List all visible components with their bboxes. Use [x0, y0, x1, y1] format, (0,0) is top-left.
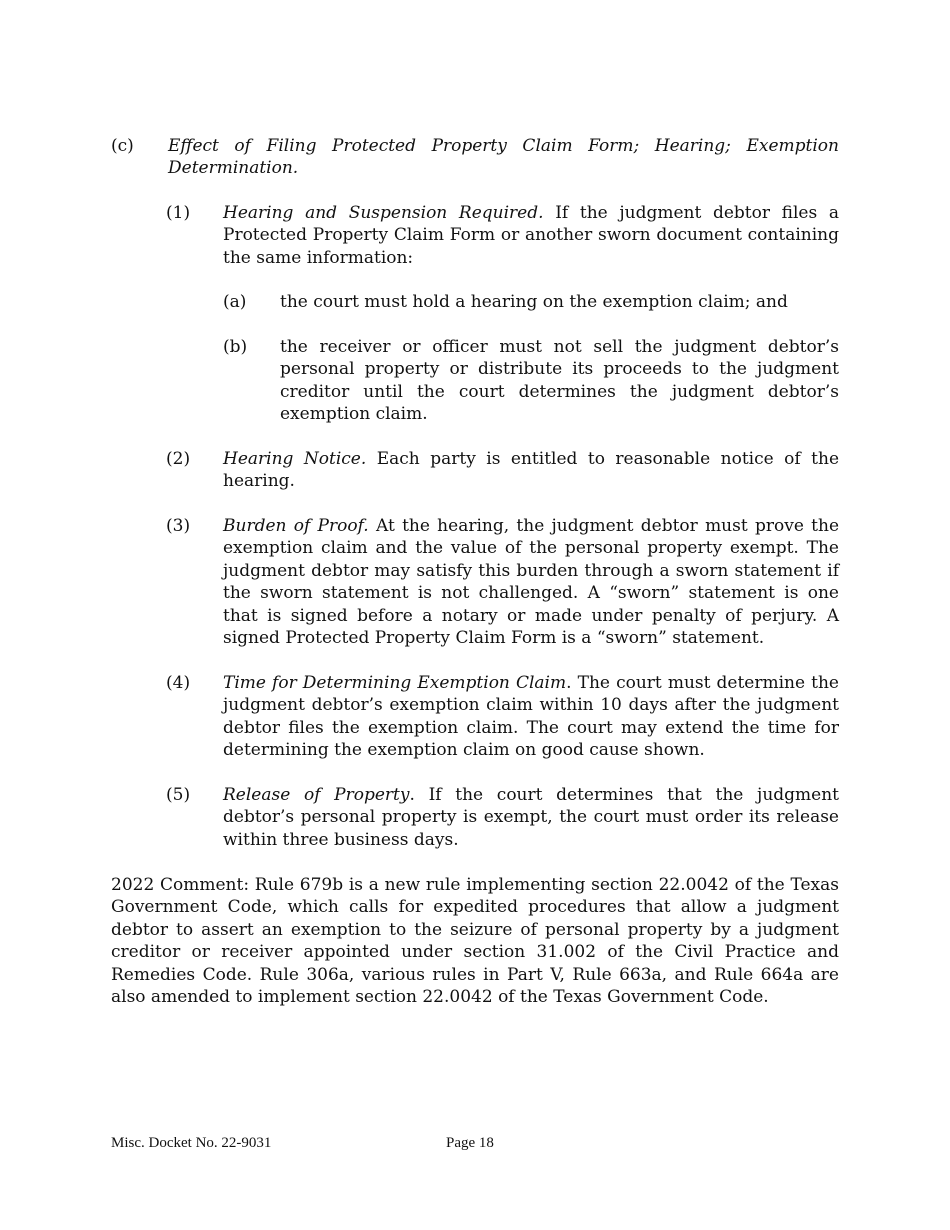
item-5-label: (5): [166, 785, 191, 805]
section-c-label: (c): [111, 136, 134, 156]
item-1-label: (1): [166, 203, 191, 223]
item-4-text: . The court must determine the judgment debtor’s exemption claim within 10 days after the judgment debtor files the exemption claim. The court may extend the time for determining the exemption claim on good cause shown.: [223, 673, 839, 761]
item-2-text: Each party is entitled to reasonable notice of the hearing.: [223, 449, 840, 492]
item-4-label: (4): [166, 673, 191, 693]
item-3-heading: Burden of Proof.: [223, 516, 369, 536]
item-2-label: (2): [166, 449, 191, 469]
item-5-body: [223, 784, 839, 851]
item-4-body: [223, 672, 839, 762]
section-c-title: [168, 135, 839, 180]
item-1-body: [223, 202, 839, 269]
footer-page-number: Page 18: [446, 1135, 494, 1151]
item-3-text: At the hearing, the judgment debtor must prove the exemption claim and the value of the personal property exempt. The judgment debtor may satisfy this burden through a sworn statement if the sworn statement is not challenged. A “sworn” statement is one that is signed before a notary or made under penalty of perjury. A signed Protected Property Claim Form is a “sworn” statement.: [223, 516, 840, 649]
item-5-heading: Release of Property: [223, 785, 410, 805]
item-1-heading: Hearing and Suspension Required.: [223, 203, 544, 223]
item-1-b-label: (b): [223, 337, 248, 357]
comment-paragraph: 2022 Comment: Rule 679b is a new rule implementing section 22.0042 of the Texas Government Code, which calls for expedited procedures that allow a judgment debtor to assert an exemption to the seizure of personal property by a judgment creditor or receiver appointed under section 31.002 of the Civil Practice and Remedies Code. Rule 306a, various rules in Part V, Rule 663a, and Rule 664a are also amended to implement section 22.0042 of the Texas Government Code.: [111, 875, 839, 1008]
item-1-a-label: (a): [223, 292, 247, 312]
item-1-b-text: the receiver or officer must not sell the judgment debtor’s personal property or distribute its proceeds to the judgment creditor until the court determines the judgment debtor’s exemption claim.: [280, 337, 839, 425]
item-5-text: . If the court determines that the judgment debtor’s personal property is exempt, the court must order its release within three business days.: [223, 785, 839, 850]
item-2-body: [223, 448, 839, 493]
footer-docket-number: Misc. Docket No. 22-9031: [111, 1135, 272, 1151]
item-4-heading: Time for Determining Exemption Claim: [223, 673, 567, 693]
item-3-label: (3): [166, 516, 191, 536]
item-2-heading: Hearing Notice.: [223, 449, 367, 469]
section-c-title-text: Effect of Filing Protected Property Claim Form; Hearing; Exemption Determination.: [168, 136, 839, 179]
item-3-body: [223, 515, 839, 649]
item-1-a-text: the court must hold a hearing on the exemption claim; and: [280, 292, 788, 312]
item-1-text: If the judgment debtor files a Protected Property Claim Form or another sworn document containing the same information:: [223, 203, 840, 268]
